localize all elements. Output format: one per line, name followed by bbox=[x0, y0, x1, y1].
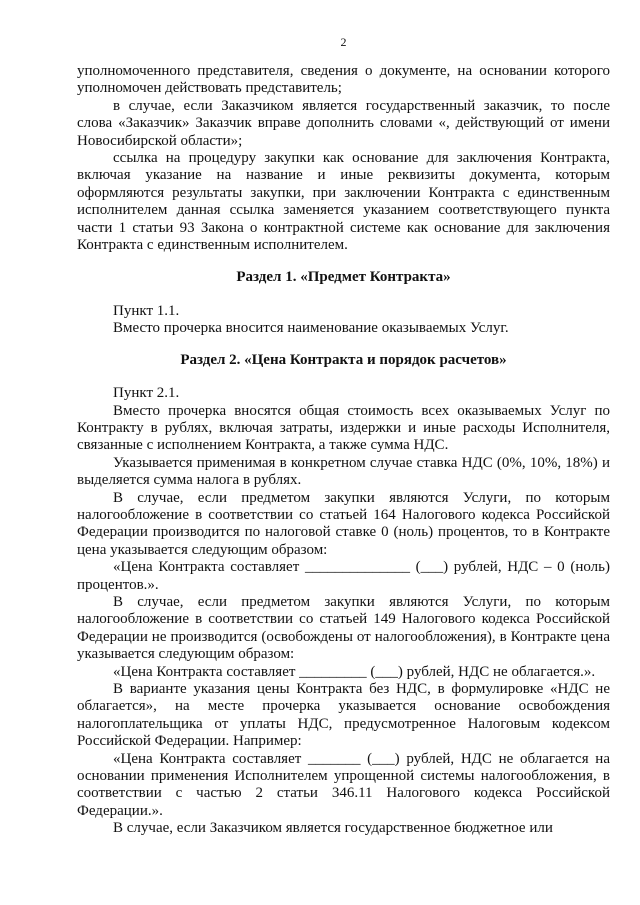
section-1-point-text: Вместо прочерка вносится наименование оказываемых Услуг. bbox=[113, 320, 509, 337]
page-number: 2 bbox=[340, 35, 347, 49]
paragraph-representative: уполномоченного представителя, сведения о документе, на основании которого уполномочен действовать представитель; bbox=[77, 63, 610, 97]
paragraph-exempt-case: В случае, если предметом закупки являются Услуги, по которым налогообложение в соответствии со статьей 149 Налогового кодекса Российской Федерации не производится (освобождены от налогообложения), в Контракте цена указывается следующим образом: bbox=[77, 593, 610, 663]
section-1-title: Раздел 1. «Предмет Контракта» bbox=[236, 269, 451, 286]
paragraph-simplified-tax-example: «Цена Контракта составляет _______ (___) рублей, НДС не облагается на основании применения Исполнителем упрощенной системы налогообложения, в соответствии с частью 2 статьи 346.11 Налогового кодекса Российской Федерации.». bbox=[77, 750, 610, 819]
paragraph-budget-institution: В случае, если Заказчиком является государственное бюджетное или bbox=[113, 820, 553, 837]
section-1-point-label: Пункт 1.1. bbox=[113, 302, 180, 319]
document-body bbox=[77, 63, 610, 838]
paragraph-exempt-formula: «Цена Контракта составляет _________ (___) рублей, НДС не облагается.». bbox=[113, 663, 596, 680]
paragraph-zero-rate-formula: «Цена Контракта составляет ______________ (___) рублей, НДС – 0 (ноль) процентов.». bbox=[77, 559, 610, 593]
section-2-point-label: Пункт 2.1. bbox=[113, 385, 180, 402]
paragraph-no-vat-variant: В варианте указания цены Контракта без НДС, в формулировке «НДС не облагается», на месте прочерка указывается основание освобождения налогоплательщика от уплаты НДС, предусмотренное Налоговым кодексом Российской Федерации. Например: bbox=[77, 681, 610, 750]
paragraph-total-cost: Вместо прочерка вносятся общая стоимость всех оказываемых Услуг по Контракту в рублях, включая затраты, издержки и иные расходы Исполнителя, связанные с исполнением Контракта, а также сумма НДС. bbox=[77, 402, 610, 454]
paragraph-zero-rate-case: В случае, если предметом закупки являются Услуги, по которым налогообложение в соответствии со статьей 164 Налогового кодекса Российской Федерации производится по налоговой ставке 0 (ноль) процентов, то в Контракте цена указывается следующим образом: bbox=[77, 489, 610, 558]
paragraph-procurement-reference: ссылка на процедуру закупки как основание для заключения Контракта, включая указание на название и иные реквизиты документа, которым оформляются результаты закупки, при заключении Контракта с единственным исполнителем данная ссылка заменяется указанием соответствующего пункта части 1 статьи 93 Закона о контрактной системе как основание для заключения Контракта с единственным исполнителем. bbox=[77, 150, 610, 254]
paragraph-vat-rate: Указывается применимая в конкретном случае ставка НДС (0%, 10%, 18%) и выделяется сумма налога в рублях. bbox=[77, 454, 610, 489]
paragraph-state-customer: в случае, если Заказчиком является государственный заказчик, то после слова «Заказчик» Заказчик вправе дополнить словами «, действующий от имени Новосибирской области»; bbox=[77, 97, 610, 149]
section-2-title: Раздел 2. «Цена Контракта и порядок расчетов» bbox=[180, 351, 507, 368]
